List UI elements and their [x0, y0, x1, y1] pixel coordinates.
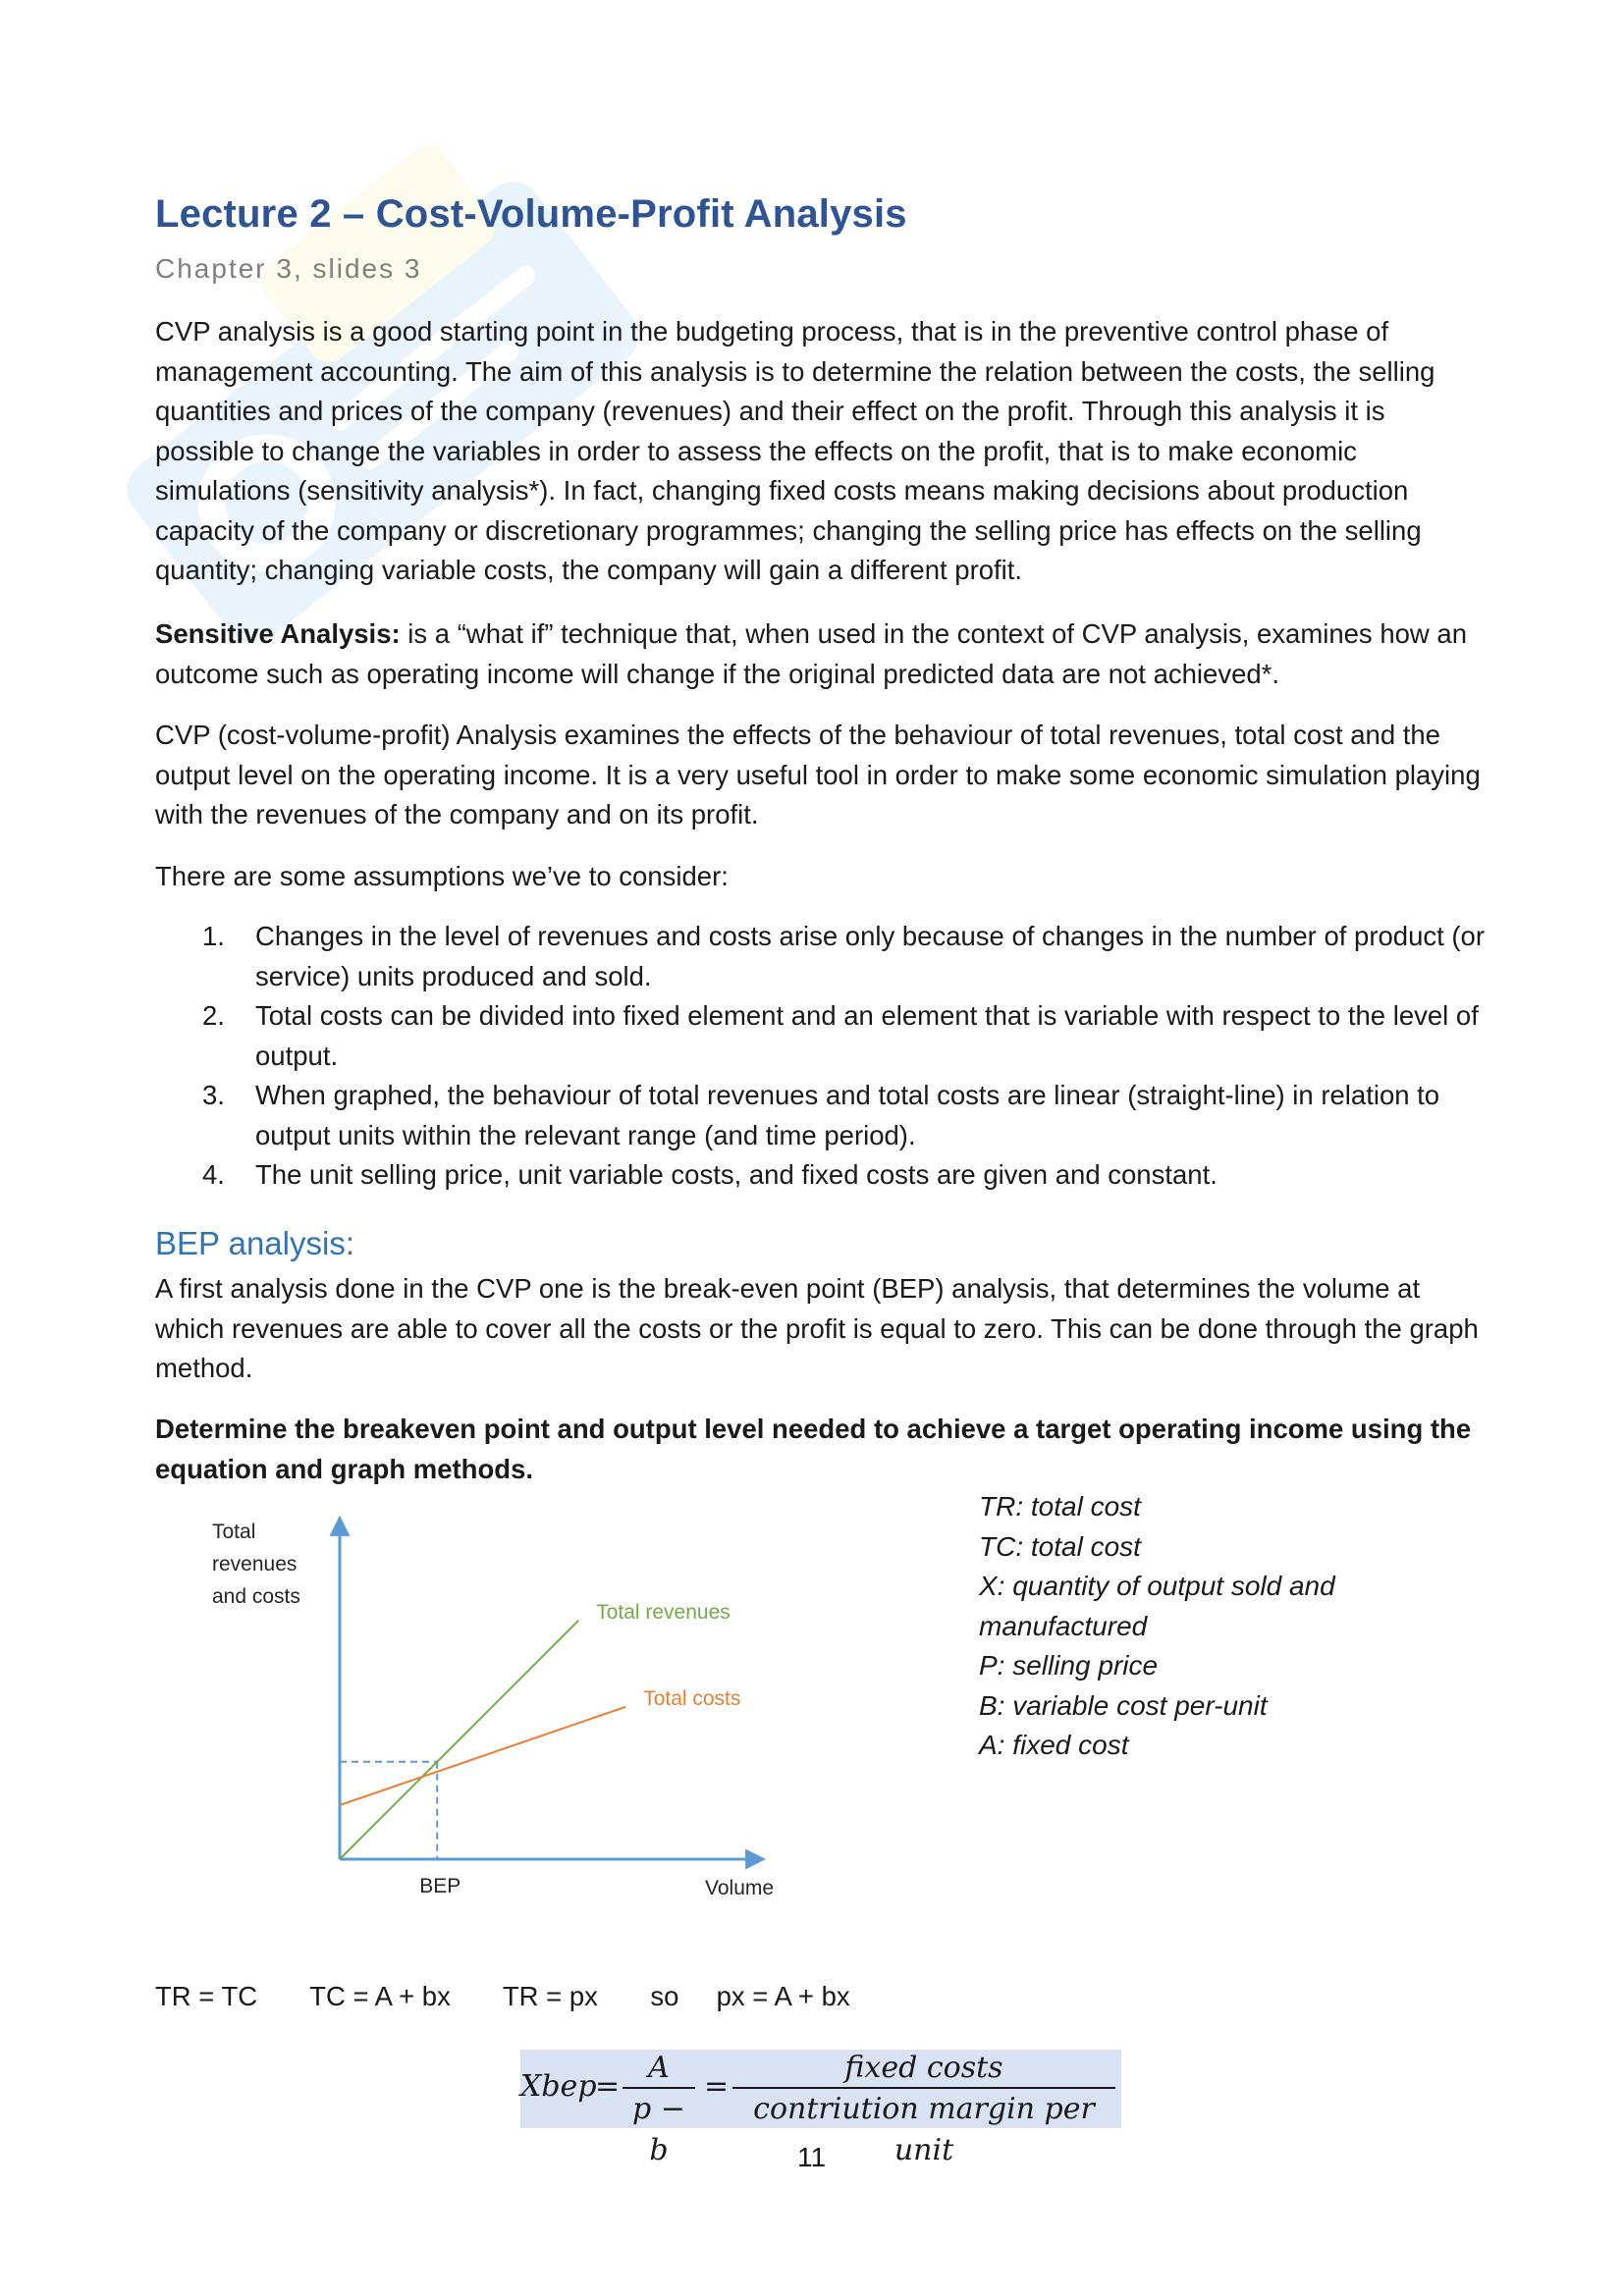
formula-equals: = — [595, 2069, 621, 2104]
bep-label: BEP — [419, 1875, 461, 1897]
legend-item: B: variable cost per-unit — [979, 1689, 1268, 1721]
total-costs-line — [340, 1707, 625, 1805]
total-revenues-label: Total revenues — [596, 1600, 731, 1624]
list-item-text: The unit selling price, unit variable costs, and fixed costs are given and constant. — [255, 1159, 1218, 1190]
equations-line: TR = TC TC = A + bx TR = px so px = A + bx — [155, 1981, 850, 2011]
list-item-number: 4. — [202, 1159, 225, 1190]
y-axis-label-line-3: and costs — [212, 1585, 300, 1608]
list-item-text: When graphed, the behaviour of total revenues and total costs are linear (straight-line) in relation to output units within the relevant range (and time period). — [255, 1080, 1440, 1150]
bep-heading: BEP analysis: — [155, 1225, 354, 1261]
list-item-number: 1. — [202, 921, 225, 951]
list-item — [155, 1155, 1490, 1196]
y-axis-label-line-1: Total — [212, 1521, 256, 1543]
formula-lhs: Xbep — [520, 2069, 597, 2104]
intro-paragraph: CVP analysis is a good starting point in the budgeting process, that is in the preventive control phase of management accounting. The aim of this analysis is to determine the relation between the costs, the selling quantities and prices of the company (revenues) and their effect on the profit. Through this analysis it is possible to change the variables in order to assess the effects on the profit, that is to make economic simulations (sensitivity analysis*). In fact, changing fixed costs means making decisions about production capacity of the company or discretionary programmes; changing the selling price has effects on the selling quantity; changing variable costs, the company will gain a different profit. — [155, 316, 1435, 585]
legend-item: TR: total cost — [979, 1491, 1141, 1522]
list-item-number: 3. — [202, 1080, 225, 1110]
bep-paragraph: A first analysis done in the CVP one is the break-even point (BEP) analysis, that determines the volume at which revenues are able to cover all the costs or the profit is equal to zero. This can be done through the graph method. — [155, 1273, 1479, 1383]
assumptions-list — [155, 917, 1490, 1196]
fraction-denominator: contriution margin per unit — [753, 2092, 1095, 2167]
fraction-numerator: A — [648, 2051, 670, 2085]
y-axis-label-line-2: revenues — [212, 1553, 298, 1575]
legend-item: TC: total cost — [979, 1530, 1141, 1562]
assumptions-intro: There are some assumptions we’ve to consider: — [155, 861, 729, 891]
total-revenues-line — [340, 1621, 578, 1859]
list-item-number: 2. — [202, 1000, 225, 1031]
formula-equals: = — [704, 2069, 730, 2104]
cvp-paragraph: CVP (cost-volume-profit) Analysis examines the effects of the behaviour of total revenues, total cost and the output level on the operating income. It is a very useful tool in order to make some economic simulation playing with the revenues of the company and on its profit. — [155, 720, 1481, 829]
list-item — [155, 996, 1490, 1076]
sensitive-analysis-paragraph — [155, 614, 1490, 694]
fraction-numerator: fixed costs — [844, 2051, 1003, 2085]
x-axis-label: Volume — [705, 1877, 775, 1899]
fraction-a-over-p-minus-b — [621, 2050, 697, 2167]
total-costs-label: Total costs — [643, 1686, 741, 1710]
variable-legend — [979, 1487, 1391, 1766]
list-item-text: Changes in the level of revenues and costs arise only because of changes in the number of product (or service) units produced and sold. — [255, 921, 1486, 991]
fraction-denominator: p − b — [632, 2092, 685, 2167]
legend-item: X: quantity of output sold and manufactured — [979, 1571, 1335, 1641]
list-item-text: Total costs can be divided into fixed element and an element that is variable with respect to the level of output. — [255, 1000, 1479, 1071]
legend-item: A: fixed cost — [979, 1730, 1129, 1760]
sensitive-analysis-text: is a “what if” technique that, when used in the context of CVP analysis, examines how an outcome such as operating income will change if the original predicted data are not achieved*. — [155, 618, 1468, 689]
break-even-chart — [196, 1512, 864, 1914]
page-title: Lecture 2 – Cost-Volume-Profit Analysis — [155, 192, 907, 236]
list-item — [155, 1076, 1490, 1155]
bold-instruction: Determine the breakeven point and output level needed to achieve a target operating income using the equation and graph methods. — [155, 1414, 1472, 1484]
legend-item: P: selling price — [979, 1650, 1159, 1681]
list-item — [155, 917, 1490, 996]
page-subtitle: Chapter 3, slides 3 — [155, 253, 422, 284]
page-number: 11 — [797, 2142, 827, 2172]
sensitive-analysis-term: Sensitive Analysis: — [155, 618, 401, 649]
